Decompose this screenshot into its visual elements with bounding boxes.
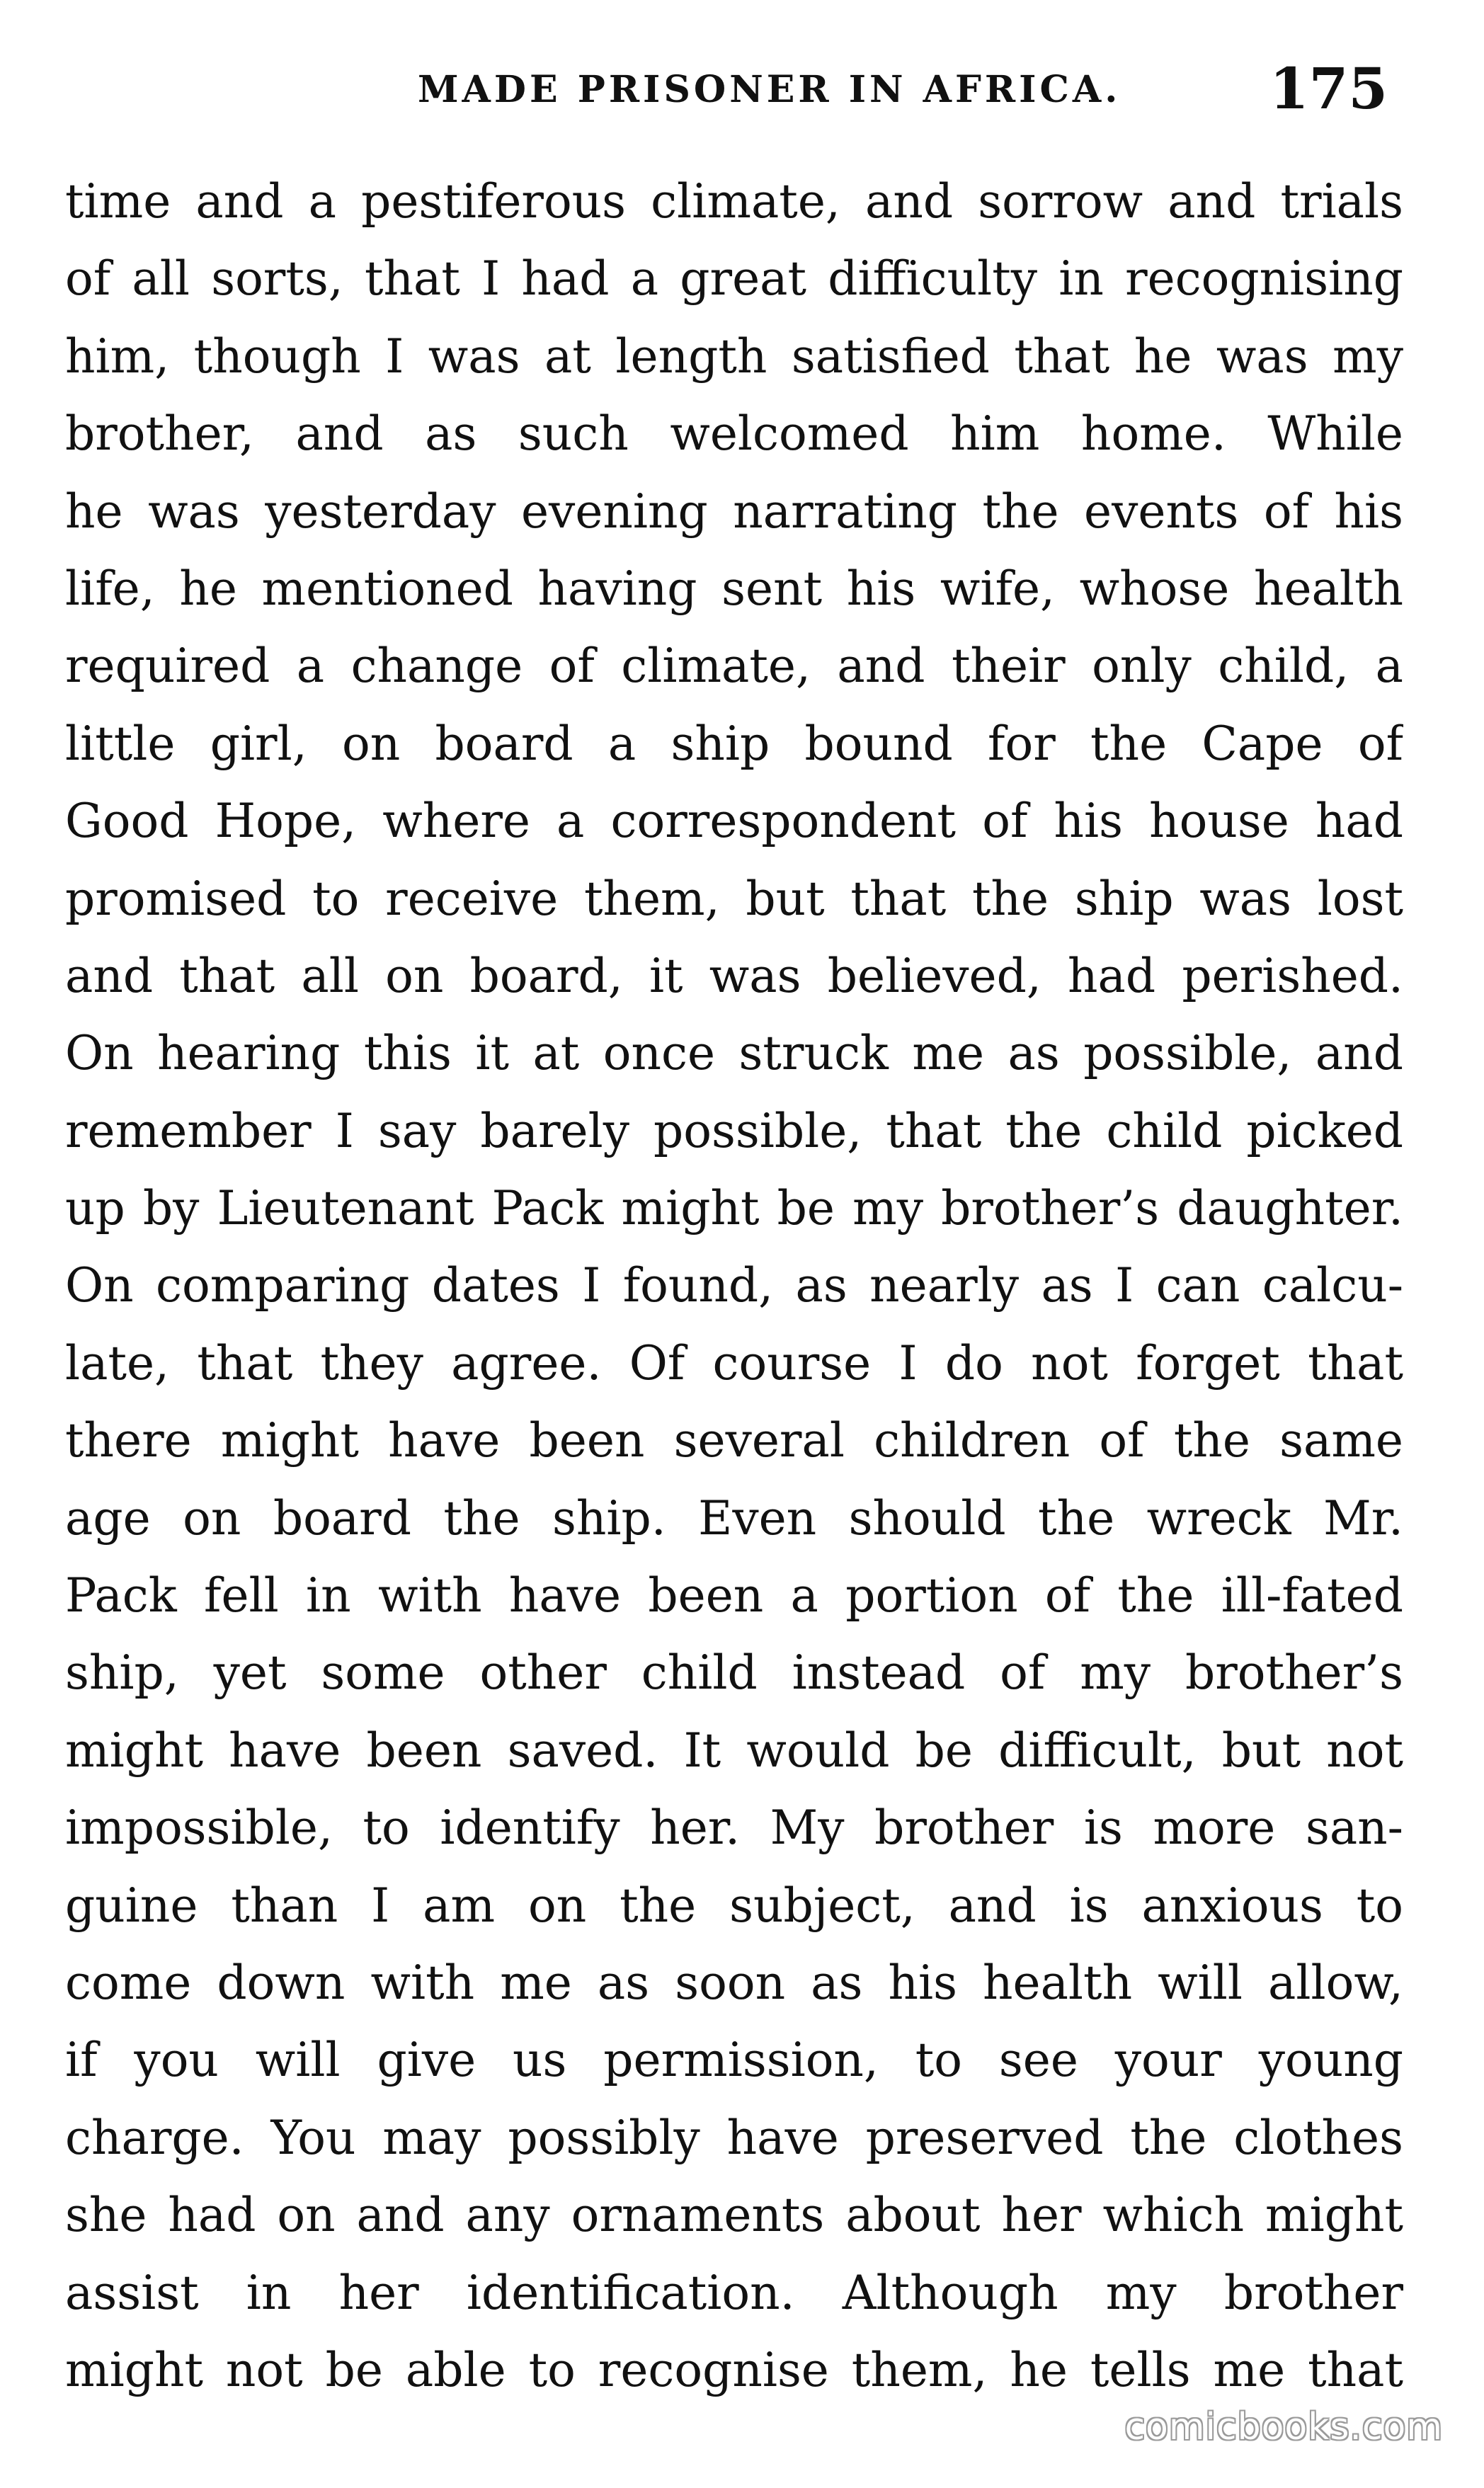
text-line: Pack fell in with have been a portion of the ill-fated bbox=[65, 1568, 1403, 1624]
text-line: if you will give us permission, to see your young bbox=[65, 2033, 1403, 2088]
text-line: he was yesterday evening narrating the events of his bbox=[65, 484, 1403, 539]
page-header bbox=[396, 55, 1402, 126]
text-line: and that all on board, it was believed, had perished. bbox=[65, 948, 1403, 1003]
text-line: assist in her identification. Although my brother bbox=[65, 2265, 1403, 2320]
text-line: charge. You may possibly have preserved the clothes bbox=[65, 2110, 1403, 2165]
text-line: of all sorts, that I had a great difficulty in recognising bbox=[65, 251, 1403, 307]
text-line: On hearing this it at once struck me as possible, and bbox=[65, 1026, 1403, 1081]
text-line: impossible, to identify her. My brother is more san- bbox=[65, 1801, 1403, 1856]
text-line: promised to receive them, but that the ship was lost bbox=[65, 871, 1403, 926]
text-line: ship, yet some other child instead of my brother’s bbox=[65, 1645, 1403, 1701]
running-title: MADE PRISONER IN AFRICA. bbox=[418, 68, 1121, 111]
text-line: up by Lieutenant Pack might be my brother’s daughter. bbox=[65, 1181, 1403, 1236]
text-line: life, he mentioned having sent his wife, whose health bbox=[65, 561, 1403, 616]
text-line: there might have been several children of the same bbox=[65, 1413, 1403, 1468]
text-line: little girl, on board a ship bound for the Cape of bbox=[65, 716, 1403, 771]
text-line: brother, and as such welcomed him home. While bbox=[65, 406, 1403, 462]
text-line: remember I say barely possible, that the child picked bbox=[65, 1103, 1403, 1158]
text-line: time and a pestiferous climate, and sorrow and trials bbox=[65, 174, 1403, 229]
text-line: guine than I am on the subject, and is anxious to bbox=[65, 1878, 1403, 1933]
text-line: might not be able to recognise them, he tells me that bbox=[65, 2342, 1403, 2397]
text-line: age on board the ship. Even should the wreck Mr. bbox=[65, 1490, 1403, 1546]
body-text bbox=[65, 163, 1403, 2409]
text-line: On comparing dates I found, as nearly as I can calcu- bbox=[65, 1258, 1403, 1313]
text-line: Good Hope, where a correspondent of his house had bbox=[65, 794, 1403, 849]
text-line: late, that they agree. Of course I do not forget that bbox=[65, 1335, 1403, 1391]
page-number: 175 bbox=[1269, 55, 1388, 122]
text-line: required a change of climate, and their only child, a bbox=[65, 639, 1403, 694]
text-line: might have been saved. It would be difficult, but not bbox=[65, 1723, 1403, 1778]
text-line: come down with me as soon as his health will allow, bbox=[65, 1955, 1403, 2010]
text-line: she had on and any ornaments about her which might bbox=[65, 2188, 1403, 2243]
watermark: comicbooks.com bbox=[1124, 2406, 1443, 2448]
text-line: him, though I was at length satisfied that he was my bbox=[65, 329, 1403, 384]
